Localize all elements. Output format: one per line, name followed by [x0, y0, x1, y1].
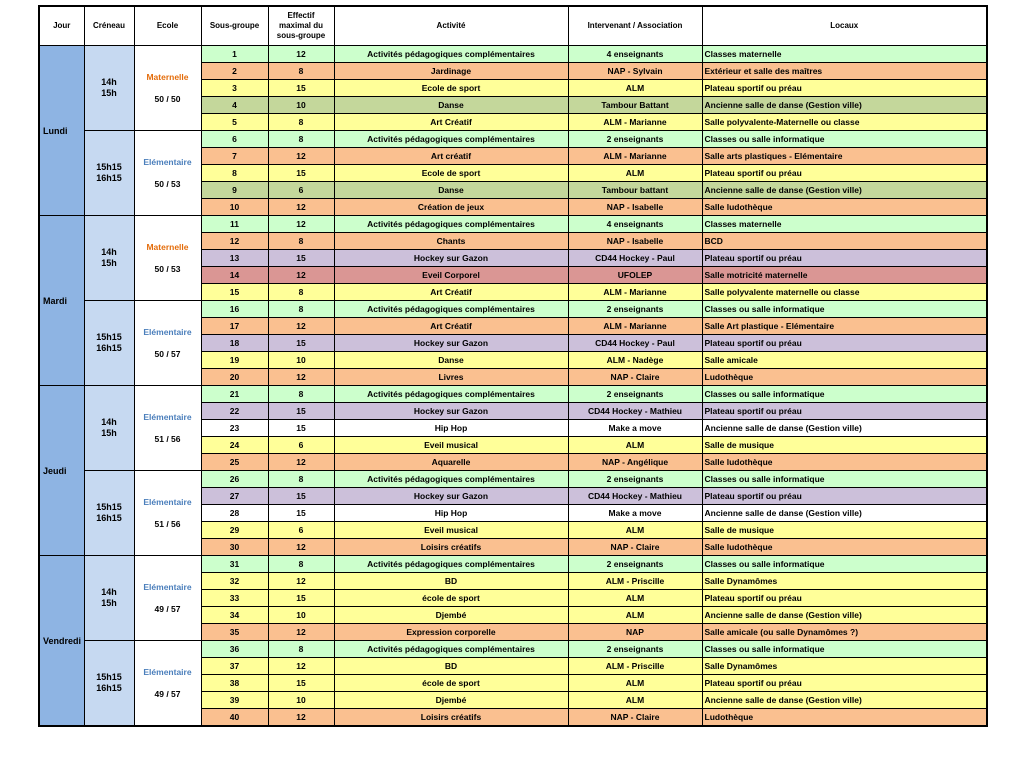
intervenant-cell: CD44 Hockey - Paul — [568, 335, 702, 352]
activite-cell: Art Créatif — [334, 318, 568, 335]
sous-groupe-cell: 8 — [201, 165, 268, 182]
effectif-cell: 12 — [268, 216, 334, 233]
locaux-cell: Ancienne salle de danse (Gestion ville) — [702, 505, 987, 522]
locaux-cell: Ludothèque — [702, 369, 987, 386]
creneau-end: 16h15 — [96, 343, 122, 353]
activite-cell: Ecole de sport — [334, 165, 568, 182]
sous-groupe-cell: 30 — [201, 539, 268, 556]
sous-groupe-cell: 6 — [201, 131, 268, 148]
effectif-cell: 8 — [268, 233, 334, 250]
activite-cell: Activités pédagogiques complémentaires — [334, 386, 568, 403]
sous-groupe-cell: 37 — [201, 658, 268, 675]
activite-cell: Art Créatif — [334, 114, 568, 131]
locaux-cell: Salle arts plastiques - Elémentaire — [702, 148, 987, 165]
creneau-end: 16h15 — [96, 173, 122, 183]
effectif-cell: 12 — [268, 148, 334, 165]
effectif-cell: 15 — [268, 335, 334, 352]
locaux-cell: Ludothèque — [702, 709, 987, 727]
ecole-count: 50 / 53 — [154, 179, 181, 189]
activite-cell: BD — [334, 573, 568, 590]
intervenant-cell: 2 enseignants — [568, 301, 702, 318]
sous-groupe-cell: 5 — [201, 114, 268, 131]
creneau-cell — [84, 131, 134, 216]
effectif-cell: 10 — [268, 607, 334, 624]
sous-groupe-cell: 24 — [201, 437, 268, 454]
ecole-count: 50 / 53 — [154, 264, 181, 274]
intervenant-cell: NAP - Claire — [568, 369, 702, 386]
activite-cell: école de sport — [334, 590, 568, 607]
effectif-cell: 15 — [268, 165, 334, 182]
effectif-cell: 8 — [268, 641, 334, 658]
sous-groupe-cell: 32 — [201, 573, 268, 590]
sous-groupe-cell: 38 — [201, 675, 268, 692]
effectif-cell: 12 — [268, 658, 334, 675]
creneau-cell — [84, 556, 134, 641]
locaux-cell: Salle ludothèque — [702, 199, 987, 216]
table-row — [39, 216, 987, 233]
activite-cell: Djembé — [334, 692, 568, 709]
creneau-cell — [84, 46, 134, 131]
locaux-cell: Plateau sportif ou préau — [702, 165, 987, 182]
sous-groupe-cell: 2 — [201, 63, 268, 80]
effectif-cell: 6 — [268, 182, 334, 199]
intervenant-cell: NAP — [568, 624, 702, 641]
locaux-cell: Salle de musique — [702, 437, 987, 454]
intervenant-cell: Make a move — [568, 505, 702, 522]
locaux-cell: Plateau sportif ou préau — [702, 590, 987, 607]
ecole-name: Elémentaire — [143, 582, 192, 592]
creneau-cell — [84, 386, 134, 471]
creneau-start: 15h15 — [96, 332, 122, 342]
intervenant-cell: NAP - Angélique — [568, 454, 702, 471]
creneau-start: 14h — [101, 587, 117, 597]
locaux-cell: Plateau sportif ou préau — [702, 335, 987, 352]
sous-groupe-cell: 1 — [201, 46, 268, 63]
ecole-cell — [134, 556, 201, 641]
effectif-cell: 8 — [268, 556, 334, 573]
sous-groupe-cell: 22 — [201, 403, 268, 420]
effectif-cell: 12 — [268, 539, 334, 556]
header-sous-groupe: Sous-groupe — [201, 6, 268, 46]
activite-cell: Activités pédagogiques complémentaires — [334, 216, 568, 233]
locaux-cell: Ancienne salle de danse (Gestion ville) — [702, 420, 987, 437]
effectif-cell: 6 — [268, 522, 334, 539]
effectif-cell: 8 — [268, 284, 334, 301]
sous-groupe-cell: 13 — [201, 250, 268, 267]
locaux-cell: Classes ou salle informatique — [702, 131, 987, 148]
creneau-cell — [84, 216, 134, 301]
sous-groupe-cell: 29 — [201, 522, 268, 539]
locaux-cell: BCD — [702, 233, 987, 250]
ecole-count: 51 / 56 — [154, 434, 181, 444]
ecole-cell — [134, 301, 201, 386]
activite-cell: BD — [334, 658, 568, 675]
locaux-cell: Ancienne salle de danse (Gestion ville) — [702, 182, 987, 199]
sous-groupe-cell: 14 — [201, 267, 268, 284]
effectif-cell: 12 — [268, 454, 334, 471]
effectif-cell: 15 — [268, 590, 334, 607]
sous-groupe-cell: 20 — [201, 369, 268, 386]
intervenant-cell: ALM - Marianne — [568, 114, 702, 131]
ecole-name: Elémentaire — [143, 497, 192, 507]
sous-groupe-cell: 21 — [201, 386, 268, 403]
locaux-cell: Salle Art plastique - Elémentaire — [702, 318, 987, 335]
activite-cell: Création de jeux — [334, 199, 568, 216]
activite-cell: Ecole de sport — [334, 80, 568, 97]
effectif-cell: 15 — [268, 403, 334, 420]
activite-cell: Aquarelle — [334, 454, 568, 471]
sous-groupe-cell: 18 — [201, 335, 268, 352]
intervenant-cell: ALM - Marianne — [568, 318, 702, 335]
activite-cell: Activités pédagogiques complémentaires — [334, 46, 568, 63]
header-effectif: Effectif maximal du sous-groupe — [268, 6, 334, 46]
sous-groupe-cell: 40 — [201, 709, 268, 727]
locaux-cell: Plateau sportif ou préau — [702, 403, 987, 420]
locaux-cell: Plateau sportif ou préau — [702, 488, 987, 505]
creneau-end: 15h — [101, 258, 117, 268]
effectif-cell: 15 — [268, 675, 334, 692]
day-cell: Mardi — [39, 216, 84, 386]
effectif-cell: 8 — [268, 131, 334, 148]
locaux-cell: Classes ou salle informatique — [702, 641, 987, 658]
header-jour: Jour — [39, 6, 84, 46]
creneau-start: 15h15 — [96, 502, 122, 512]
intervenant-cell: NAP - Claire — [568, 539, 702, 556]
ecole-count: 51 / 56 — [154, 519, 181, 529]
activite-cell: Loisirs créatifs — [334, 539, 568, 556]
intervenant-cell: CD44 Hockey - Paul — [568, 250, 702, 267]
activite-cell: Livres — [334, 369, 568, 386]
intervenant-cell: Make a move — [568, 420, 702, 437]
table-row — [39, 556, 987, 573]
ecole-name: Elémentaire — [143, 327, 192, 337]
ecole-cell — [134, 386, 201, 471]
activite-cell: Eveil Corporel — [334, 267, 568, 284]
day-cell: Jeudi — [39, 386, 84, 556]
header-row — [39, 6, 987, 46]
locaux-cell: Classes maternelle — [702, 216, 987, 233]
intervenant-cell: NAP - Sylvain — [568, 63, 702, 80]
ecole-cell — [134, 46, 201, 131]
table-row — [39, 131, 987, 148]
effectif-cell: 15 — [268, 420, 334, 437]
activite-cell: Hockey sur Gazon — [334, 335, 568, 352]
intervenant-cell: ALM — [568, 692, 702, 709]
intervenant-cell: NAP - Claire — [568, 709, 702, 727]
header-intervenant: Intervenant / Association — [568, 6, 702, 46]
activite-cell: Eveil musical — [334, 437, 568, 454]
ecole-count: 50 / 50 — [154, 94, 181, 104]
intervenant-cell: CD44 Hockey - Mathieu — [568, 488, 702, 505]
activite-cell: Hip Hop — [334, 420, 568, 437]
intervenant-cell: CD44 Hockey - Mathieu — [568, 403, 702, 420]
intervenant-cell: ALM — [568, 80, 702, 97]
activite-cell: Expression corporelle — [334, 624, 568, 641]
effectif-cell: 15 — [268, 505, 334, 522]
intervenant-cell: ALM - Marianne — [568, 148, 702, 165]
locaux-cell: Ancienne salle de danse (Gestion ville) — [702, 692, 987, 709]
locaux-cell: Salle motricité maternelle — [702, 267, 987, 284]
effectif-cell: 12 — [268, 199, 334, 216]
intervenant-cell: ALM — [568, 590, 702, 607]
ecole-cell — [134, 641, 201, 727]
locaux-cell: Classes ou salle informatique — [702, 386, 987, 403]
creneau-end: 15h — [101, 598, 117, 608]
locaux-cell: Salle polyvalente-Maternelle ou classe — [702, 114, 987, 131]
sous-groupe-cell: 15 — [201, 284, 268, 301]
sous-groupe-cell: 39 — [201, 692, 268, 709]
locaux-cell: Salle amicale (ou salle Dynamômes ?) — [702, 624, 987, 641]
intervenant-cell: 2 enseignants — [568, 641, 702, 658]
sous-groupe-cell: 11 — [201, 216, 268, 233]
activite-cell: école de sport — [334, 675, 568, 692]
sous-groupe-cell: 27 — [201, 488, 268, 505]
locaux-cell: Classes ou salle informatique — [702, 471, 987, 488]
day-cell: Lundi — [39, 46, 84, 216]
activite-cell: Danse — [334, 182, 568, 199]
activite-cell: Activités pédagogiques complémentaires — [334, 131, 568, 148]
effectif-cell: 10 — [268, 97, 334, 114]
effectif-cell: 15 — [268, 250, 334, 267]
sous-groupe-cell: 10 — [201, 199, 268, 216]
ecole-name: Elémentaire — [143, 412, 192, 422]
ecole-cell — [134, 216, 201, 301]
intervenant-cell: ALM - Priscille — [568, 658, 702, 675]
effectif-cell: 8 — [268, 301, 334, 318]
intervenant-cell: ALM — [568, 675, 702, 692]
effectif-cell: 15 — [268, 488, 334, 505]
header-creneau: Créneau — [84, 6, 134, 46]
activite-cell: Hockey sur Gazon — [334, 488, 568, 505]
locaux-cell: Plateau sportif ou préau — [702, 80, 987, 97]
sous-groupe-cell: 19 — [201, 352, 268, 369]
locaux-cell: Salle Dynamômes — [702, 658, 987, 675]
activite-cell: Activités pédagogiques complémentaires — [334, 301, 568, 318]
intervenant-cell: 2 enseignants — [568, 471, 702, 488]
header-locaux: Locaux — [702, 6, 987, 46]
activite-cell: Danse — [334, 352, 568, 369]
intervenant-cell: 4 enseignants — [568, 216, 702, 233]
table-row — [39, 641, 987, 658]
locaux-cell: Salle ludothèque — [702, 454, 987, 471]
creneau-start: 14h — [101, 77, 117, 87]
ecole-cell — [134, 471, 201, 556]
header-activite: Activité — [334, 6, 568, 46]
creneau-end: 16h15 — [96, 683, 122, 693]
locaux-cell: Plateau sportif ou préau — [702, 250, 987, 267]
activite-cell: Eveil musical — [334, 522, 568, 539]
intervenant-cell: ALM — [568, 522, 702, 539]
creneau-start: 14h — [101, 247, 117, 257]
ecole-cell — [134, 131, 201, 216]
locaux-cell: Extérieur et salle des maîtres — [702, 63, 987, 80]
effectif-cell: 15 — [268, 80, 334, 97]
creneau-cell — [84, 471, 134, 556]
intervenant-cell: ALM - Nadège — [568, 352, 702, 369]
activite-cell: Activités pédagogiques complémentaires — [334, 556, 568, 573]
effectif-cell: 12 — [268, 267, 334, 284]
effectif-cell: 12 — [268, 573, 334, 590]
sous-groupe-cell: 17 — [201, 318, 268, 335]
sous-groupe-cell: 23 — [201, 420, 268, 437]
sous-groupe-cell: 16 — [201, 301, 268, 318]
sous-groupe-cell: 35 — [201, 624, 268, 641]
locaux-cell: Ancienne salle de danse (Gestion ville) — [702, 607, 987, 624]
effectif-cell: 12 — [268, 369, 334, 386]
activite-cell: Activités pédagogiques complémentaires — [334, 641, 568, 658]
intervenant-cell: Tambour battant — [568, 182, 702, 199]
creneau-start: 15h15 — [96, 162, 122, 172]
intervenant-cell: NAP - Isabelle — [568, 233, 702, 250]
ecole-name: Elémentaire — [143, 667, 192, 677]
intervenant-cell: 4 enseignants — [568, 46, 702, 63]
header-ecole: Ecole — [134, 6, 201, 46]
sous-groupe-cell: 9 — [201, 182, 268, 199]
creneau-start: 14h — [101, 417, 117, 427]
sous-groupe-cell: 33 — [201, 590, 268, 607]
sous-groupe-cell: 4 — [201, 97, 268, 114]
sous-groupe-cell: 25 — [201, 454, 268, 471]
schedule-table — [38, 5, 988, 727]
sous-groupe-cell: 34 — [201, 607, 268, 624]
activite-cell: Jardinage — [334, 63, 568, 80]
ecole-count: 49 / 57 — [154, 689, 181, 699]
locaux-cell: Salle polyvalente maternelle ou classe — [702, 284, 987, 301]
locaux-cell: Salle amicale — [702, 352, 987, 369]
locaux-cell: Classes ou salle informatique — [702, 301, 987, 318]
intervenant-cell: ALM — [568, 607, 702, 624]
creneau-cell — [84, 301, 134, 386]
intervenant-cell: 2 enseignants — [568, 131, 702, 148]
sous-groupe-cell: 12 — [201, 233, 268, 250]
activite-cell: Danse — [334, 97, 568, 114]
sous-groupe-cell: 28 — [201, 505, 268, 522]
sous-groupe-cell: 31 — [201, 556, 268, 573]
intervenant-cell: ALM - Priscille — [568, 573, 702, 590]
activite-cell: Chants — [334, 233, 568, 250]
effectif-cell: 12 — [268, 709, 334, 727]
intervenant-cell: ALM — [568, 165, 702, 182]
effectif-cell: 8 — [268, 386, 334, 403]
creneau-start: 15h15 — [96, 672, 122, 682]
locaux-cell: Ancienne salle de danse (Gestion ville) — [702, 97, 987, 114]
intervenant-cell: ALM — [568, 437, 702, 454]
effectif-cell: 6 — [268, 437, 334, 454]
creneau-end: 15h — [101, 88, 117, 98]
activite-cell: Art Créatif — [334, 284, 568, 301]
effectif-cell: 8 — [268, 471, 334, 488]
locaux-cell: Salle Dynamômes — [702, 573, 987, 590]
locaux-cell: Salle de musique — [702, 522, 987, 539]
creneau-cell — [84, 641, 134, 727]
intervenant-cell: NAP - Isabelle — [568, 199, 702, 216]
sous-groupe-cell: 36 — [201, 641, 268, 658]
activite-cell: Djembé — [334, 607, 568, 624]
ecole-count: 50 / 57 — [154, 349, 181, 359]
table-row — [39, 386, 987, 403]
effectif-cell: 10 — [268, 352, 334, 369]
intervenant-cell: Tambour Battant — [568, 97, 702, 114]
effectif-cell: 12 — [268, 318, 334, 335]
intervenant-cell: UFOLEP — [568, 267, 702, 284]
table-row — [39, 301, 987, 318]
effectif-cell: 12 — [268, 46, 334, 63]
locaux-cell: Plateau sportif ou préau — [702, 675, 987, 692]
ecole-name: Maternelle — [146, 72, 189, 82]
activite-cell: Hip Hop — [334, 505, 568, 522]
activite-cell: Hockey sur Gazon — [334, 250, 568, 267]
effectif-cell: 12 — [268, 624, 334, 641]
sous-groupe-cell: 7 — [201, 148, 268, 165]
intervenant-cell: 2 enseignants — [568, 556, 702, 573]
creneau-end: 15h — [101, 428, 117, 438]
activite-cell: Activités pédagogiques complémentaires — [334, 471, 568, 488]
activite-cell: Loisirs créatifs — [334, 709, 568, 727]
locaux-cell: Salle ludothèque — [702, 539, 987, 556]
activite-cell: Art créatif — [334, 148, 568, 165]
effectif-cell: 8 — [268, 63, 334, 80]
activite-cell: Hockey sur Gazon — [334, 403, 568, 420]
intervenant-cell: ALM - Marianne — [568, 284, 702, 301]
ecole-name: Maternelle — [146, 242, 189, 252]
effectif-cell: 8 — [268, 114, 334, 131]
locaux-cell: Classes maternelle — [702, 46, 987, 63]
sous-groupe-cell: 3 — [201, 80, 268, 97]
sous-groupe-cell: 26 — [201, 471, 268, 488]
locaux-cell: Classes ou salle informatique — [702, 556, 987, 573]
ecole-count: 49 / 57 — [154, 604, 181, 614]
table-row — [39, 471, 987, 488]
creneau-end: 16h15 — [96, 513, 122, 523]
table-row — [39, 46, 987, 63]
effectif-cell: 10 — [268, 692, 334, 709]
day-cell: Vendredi — [39, 556, 84, 727]
ecole-name: Elémentaire — [143, 157, 192, 167]
intervenant-cell: 2 enseignants — [568, 386, 702, 403]
